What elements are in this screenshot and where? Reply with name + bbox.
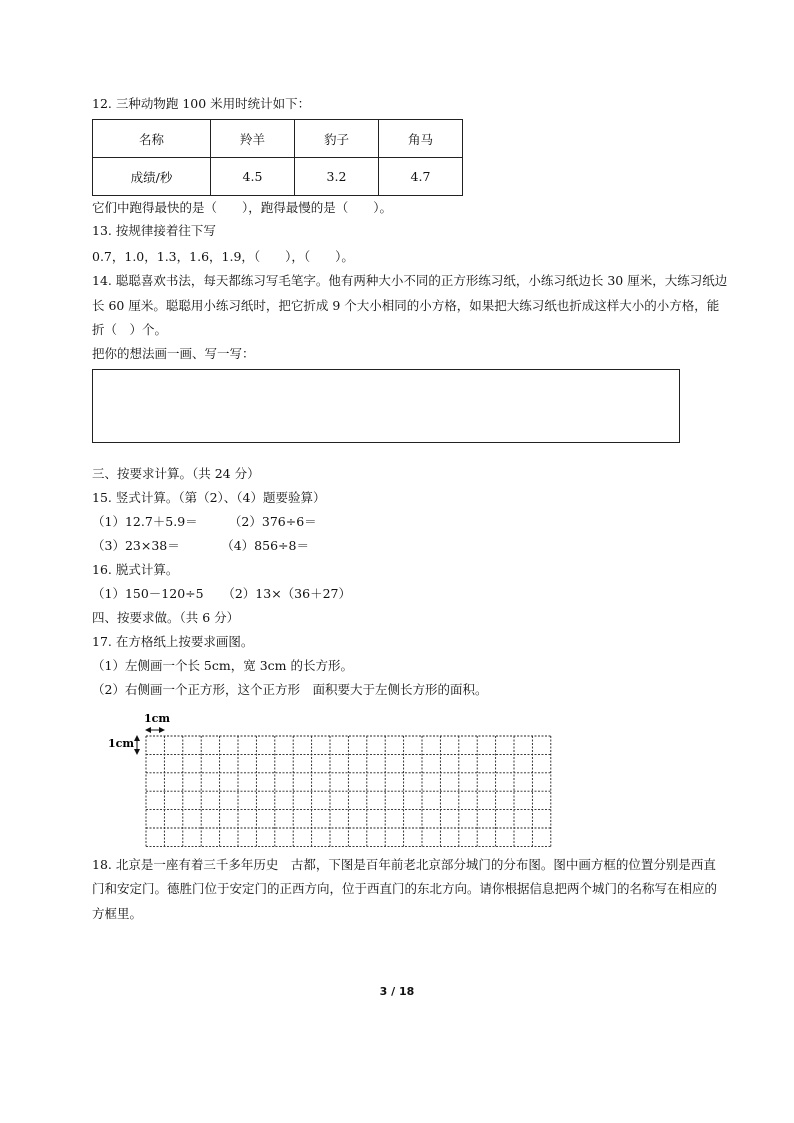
table-cell: 成绩/秒 [93, 158, 211, 196]
q12-title: 12. 三种动物跑 100 米用时统计如下： [92, 96, 311, 111]
q14-line-3: 折（ ）个。 [92, 322, 168, 337]
q15-row-2: （3）23×38＝ （4）856÷8＝ [92, 538, 309, 553]
q15-row-1: （1）12.7＋5.9＝ （2）376÷6＝ [92, 514, 317, 529]
q18-line-2: 门和安定门。德胜门位于安定门的正西方向，位于西直门的东北方向。请你根据信息把两个城门的名称写在相应的 [92, 881, 718, 896]
table-header-cell: 豹子 [295, 120, 379, 158]
table-header-cell: 羚羊 [211, 120, 295, 158]
q12-answer: 它们中跑得最快的是（ ），跑得最慢的是（ ）。 [92, 200, 393, 215]
q13-title: 13. 按规律接着往下写 [92, 223, 216, 238]
q18-line-3: 方框里。 [92, 906, 143, 921]
table-row [93, 120, 463, 158]
q14-prompt: 把你的想法画一画、写一写： [92, 346, 255, 361]
grid-height-label: 1cm [108, 737, 134, 750]
table-cell: 4.5 [211, 158, 295, 196]
table-cell: 4.7 [379, 158, 463, 196]
q18-line-1: 18. 北京是一座有着三千多年历史 古都，下图是百年前老北京部分城门的分布图。图中画方框的位置分别是西直 [92, 857, 716, 872]
q17-title: 17. 在方格纸上按要求画图。 [92, 634, 254, 649]
q17-item-1: （1）左侧画一个长 5cm，宽 3cm 的长方形。 [92, 658, 353, 673]
section-3-title: 三、按要求计算。（共 24 分） [92, 466, 260, 481]
page-number: 3 / 18 [379, 985, 415, 998]
answer-box[interactable] [92, 369, 680, 443]
grid-lines [146, 736, 551, 846]
q15-title: 15. 竖式计算。（第（2）、（4）题要验算） [92, 490, 326, 505]
q14-line-2: 长 60 厘米。聪聪用小练习纸时，把它折成 9 个大小相同的小方格，如果把大练习纸也折成这样大小的小方格，能 [92, 298, 720, 313]
q13-sequence: 0.7，1.0，1.3，1.6，1.9，（ ），（ ）。 [92, 249, 354, 264]
q16-title: 16. 脱式计算。 [92, 562, 179, 577]
table-header-cell: 名称 [93, 120, 211, 158]
table-header-cell: 角马 [379, 120, 463, 158]
grid-paper[interactable] [108, 710, 558, 852]
q17-item-2: （2）右侧画一个正方形，这个正方形 面积要大于左侧长方形的面积。 [92, 682, 488, 697]
q14-line-1: 14. 聪聪喜欢书法，每天都练习写毛笔字。他有两种大小不同的正方形练习纸，小练习纸边长 30 厘米，大练习纸边 [92, 273, 728, 288]
animal-speed-table [92, 119, 463, 196]
table-row [93, 158, 463, 196]
q16-row-1: （1）150－120÷5 （2）13×（36＋27） [92, 586, 351, 601]
grid-width-label: 1cm [144, 712, 170, 725]
table-cell: 3.2 [295, 158, 379, 196]
section-4-title: 四、按要求做。（共 6 分） [92, 610, 240, 625]
